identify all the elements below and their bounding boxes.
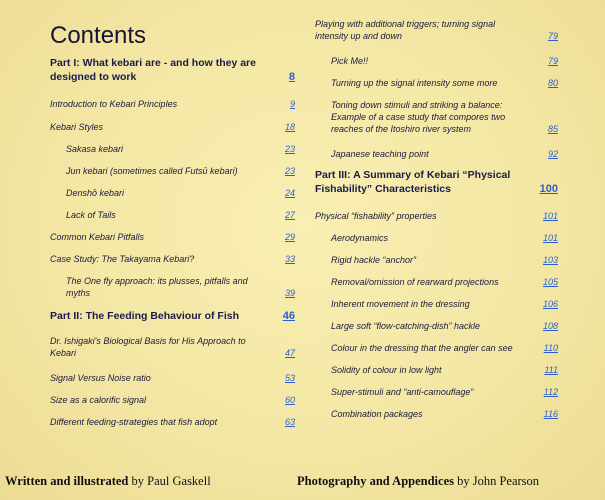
page-number-link[interactable]: 18 <box>284 122 295 132</box>
entry-title: Common Kebari Pitfalls <box>50 232 145 242</box>
entry-title: Turning up the signal intensity some more <box>331 78 498 88</box>
page-number-link[interactable]: 79 <box>547 31 558 41</box>
part-title: Part II: The Feeding Behaviour of Fish <box>50 310 240 322</box>
toc-part-heading[interactable] <box>315 168 558 196</box>
toc-entry[interactable] <box>50 187 295 199</box>
toc-entry[interactable] <box>315 254 558 266</box>
entry-title: Lack of Tails <box>66 210 116 220</box>
toc-entry[interactable] <box>50 143 295 155</box>
entry-title: Removal/omission of rearward projections <box>331 277 499 287</box>
part-title: Part III: A Summary of Kebari “Physical Fishability” Characteristics <box>315 169 511 195</box>
toc-entry[interactable] <box>50 98 295 110</box>
entry-title: Case Study: The Takayama Kebari? <box>50 254 195 264</box>
toc-entry[interactable] <box>50 231 295 243</box>
entry-title: Introduction to Kebari Principles <box>50 99 178 109</box>
credit-photographer-role: Photography and Appendices <box>297 474 454 488</box>
toc-entry[interactable] <box>50 275 295 299</box>
entry-title: Super-stimuli and “anti-camouflage” <box>331 387 474 397</box>
entry-title: Japanese teaching point <box>331 149 429 159</box>
toc-part-heading[interactable] <box>50 309 295 323</box>
page-number-link[interactable]: 80 <box>547 78 558 88</box>
entry-title: Sakasa kebari <box>66 144 124 154</box>
page-number-link[interactable]: 111 <box>544 365 558 375</box>
toc-entry[interactable] <box>50 209 295 221</box>
entry-title: Kebari Styles <box>50 122 104 132</box>
credit-author-name: by Paul Gaskell <box>128 474 211 488</box>
credit-photographer-name: by John Pearson <box>453 474 540 488</box>
part-title: Part I: What kebari are - and how they are designed to work <box>50 57 256 83</box>
toc-entry[interactable] <box>50 253 295 265</box>
entry-title: Different feeding-strategies that fish adopt <box>50 417 218 427</box>
toc-entry[interactable] <box>315 77 558 89</box>
page-number-link[interactable]: 53 <box>284 373 295 383</box>
entry-title: Colour in the dressing that the angler can see <box>331 343 513 353</box>
entry-title: Size as a calorific signal <box>50 395 147 405</box>
entry-title: Jun kebari (sometimes called Futsū kebari) <box>66 166 238 176</box>
toc-entry[interactable] <box>315 232 558 244</box>
page-number-link[interactable]: 112 <box>543 387 558 397</box>
entry-title: Rigid hackle “anchor” <box>331 255 417 265</box>
toc-entry[interactable] <box>50 165 295 177</box>
page-number-link[interactable]: 39 <box>284 288 295 298</box>
entry-title: Pick Me!! <box>331 56 369 66</box>
credit-author-role: Written and illustrated <box>5 474 129 488</box>
page-number-link[interactable]: 106 <box>542 299 558 309</box>
page-number-link[interactable]: 23 <box>284 166 295 176</box>
page-title: Contents <box>50 22 147 49</box>
page-number-link[interactable]: 108 <box>542 321 558 331</box>
toc-entry[interactable] <box>315 364 558 376</box>
toc-entry[interactable] <box>315 320 558 332</box>
toc-entry[interactable] <box>50 335 295 359</box>
page-number-link[interactable]: 63 <box>284 417 295 427</box>
page-number-link[interactable]: 46 <box>282 310 295 322</box>
page-number-link[interactable]: 47 <box>284 348 295 358</box>
page-number-link[interactable]: 79 <box>547 56 558 66</box>
entry-title: Playing with additional triggers; turning signal intensity up and down <box>315 19 496 41</box>
toc-entry[interactable] <box>50 394 295 406</box>
toc-entry[interactable] <box>50 372 295 384</box>
page-number-link[interactable]: 92 <box>547 149 558 159</box>
toc-entry[interactable] <box>315 99 558 135</box>
page-number-link[interactable]: 103 <box>542 255 558 265</box>
entry-title: Inherent movement in the dressing <box>331 299 470 309</box>
page-number-link[interactable]: 85 <box>547 124 558 134</box>
toc-entry[interactable] <box>315 386 558 398</box>
page-number-link[interactable]: 100 <box>539 183 558 195</box>
page-number-link[interactable]: 9 <box>289 99 295 109</box>
page-number-link[interactable]: 101 <box>542 233 558 243</box>
entry-title: Large soft “flow-catching-dish” hackle <box>331 321 481 331</box>
page-number-link[interactable]: 116 <box>543 409 558 419</box>
entry-title: Aerodynamics <box>331 233 389 243</box>
toc-entry[interactable] <box>315 298 558 310</box>
entry-title: Signal Versus Noise ratio <box>50 373 151 383</box>
entry-title: Toning down stimuli and striking a balance: Example of a case study that compores two reaches of the Itoshiro river system <box>331 100 506 134</box>
toc-entry[interactable] <box>50 121 295 133</box>
credit-photographer <box>297 474 539 489</box>
page-number-link[interactable]: 24 <box>284 188 295 198</box>
page-number-link[interactable]: 27 <box>284 210 295 220</box>
toc-entry[interactable] <box>315 342 558 354</box>
page-number-link[interactable]: 23 <box>284 144 295 154</box>
page-number-link[interactable]: 101 <box>542 211 558 221</box>
entry-title: Physical “fishability” properties <box>315 211 437 221</box>
entry-title: Denshō kebari <box>66 188 125 198</box>
toc-entry[interactable] <box>315 148 558 160</box>
page-number-link[interactable]: 33 <box>284 254 295 264</box>
credit-author <box>5 474 211 489</box>
page-number-link[interactable]: 8 <box>288 71 295 83</box>
entry-title: Dr. Ishigaki's Biological Basis for His Approach to Kebari <box>50 336 246 358</box>
entry-title: Solidity of colour in low light <box>331 365 442 375</box>
entry-title: Combination packages <box>331 409 423 419</box>
toc-entry[interactable] <box>315 210 558 222</box>
page-number-link[interactable]: 29 <box>284 232 295 242</box>
toc-entry[interactable] <box>315 408 558 420</box>
toc-entry[interactable] <box>315 55 558 67</box>
toc-entry[interactable] <box>50 416 295 428</box>
entry-title: The One fly approach: its plusses, pitfalls and myths <box>66 276 248 298</box>
toc-entry[interactable] <box>315 18 558 42</box>
page-number-link[interactable]: 110 <box>543 343 558 353</box>
toc-part-heading[interactable] <box>50 56 295 84</box>
page-number-link[interactable]: 105 <box>542 277 558 287</box>
toc-entry[interactable] <box>315 276 558 288</box>
page-number-link[interactable]: 60 <box>284 395 295 405</box>
